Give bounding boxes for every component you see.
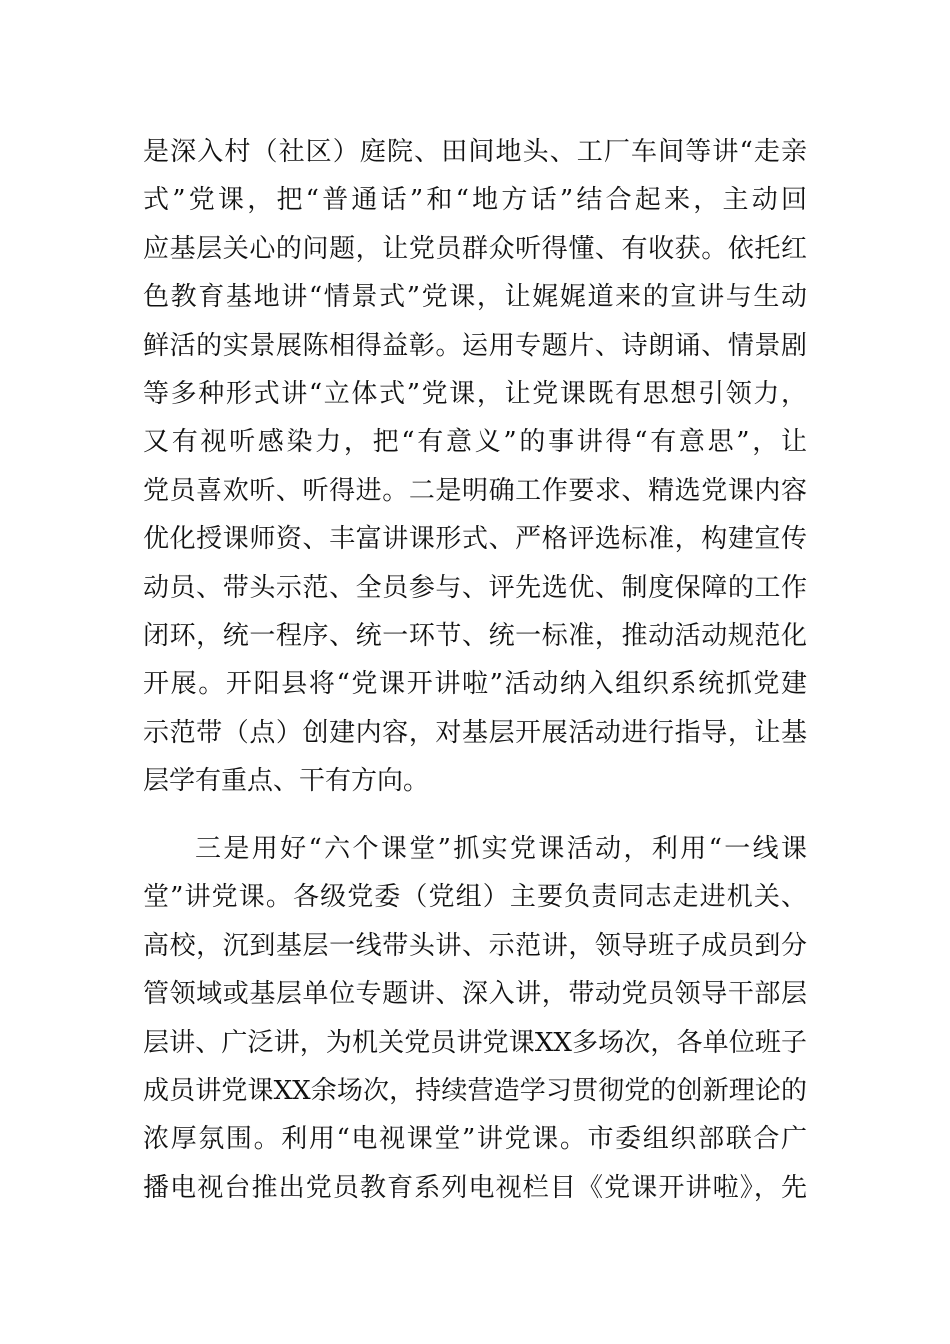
paragraph-1	[143, 128, 807, 805]
text-line: 又有视听感染力，把“有意义”的事讲得“有意思”，让	[143, 427, 807, 458]
text-line: 层学有重点、干有方向。	[143, 766, 430, 797]
text-line: 闭环，统一程序、统一环节、统一标准，推动活动规范化	[143, 620, 807, 651]
text-line: 等多种形式讲“立体式”党课，让党课既有思想引领力，	[143, 378, 807, 409]
text-line: 色教育基地讲“情景式”党课，让娓娓道来的宣讲与生动	[143, 282, 807, 313]
text-line: 党员喜欢听、听得进。二是明确工作要求、精选党课内容	[143, 475, 807, 506]
text-line: 播电视台推出党员教育系列电视栏目《党课开讲啦》，先	[143, 1172, 807, 1203]
text-line: 管领域或基层单位专题讲、深入讲，带动党员领导干部层	[143, 979, 807, 1010]
text-line: 鲜活的实景展陈相得益彰。运用专题片、诗朗诵、情景剧	[143, 330, 807, 361]
text-line: 堂”讲党课。各级党委（党组）主要负责同志走进机关、	[143, 882, 807, 913]
text-line: 应基层关心的问题，让党员群众听得懂、有收获。依托红	[143, 233, 807, 264]
text-line: 三是用好“六个课堂”抓实党课活动，利用“一线课	[195, 834, 807, 864]
text-line: 浓厚氛围。利用“电视课堂”讲党课。市委组织部联合广	[143, 1124, 807, 1155]
paragraph-2	[143, 825, 807, 1212]
text-line: 是深入村（社区）庭院、田间地头、工厂车间等讲“走亲	[143, 137, 807, 167]
text-line: 高校，沉到基层一线带头讲、示范讲，领导班子成员到分	[143, 930, 807, 961]
text-line: 层讲、广泛讲，为机关党员讲党课XX多场次，各单位班子	[143, 1027, 807, 1058]
text-line: 优化授课师资、丰富讲课形式、严格评选标准，构建宣传	[143, 524, 807, 555]
text-line: 开展。开阳县将“党课开讲啦”活动纳入组织系统抓党建	[143, 669, 807, 700]
text-line: 动员、带头示范、全员参与、评先选优、制度保障的工作	[143, 572, 807, 603]
text-line: 式”党课，把“普通话”和“地方话”结合起来，主动回	[143, 185, 807, 216]
text-line: 示范带（点）创建内容，对基层开展活动进行指导，让基	[143, 717, 807, 748]
text-line: 成员讲党课XX余场次，持续营造学习贯彻党的创新理论的	[143, 1075, 807, 1106]
